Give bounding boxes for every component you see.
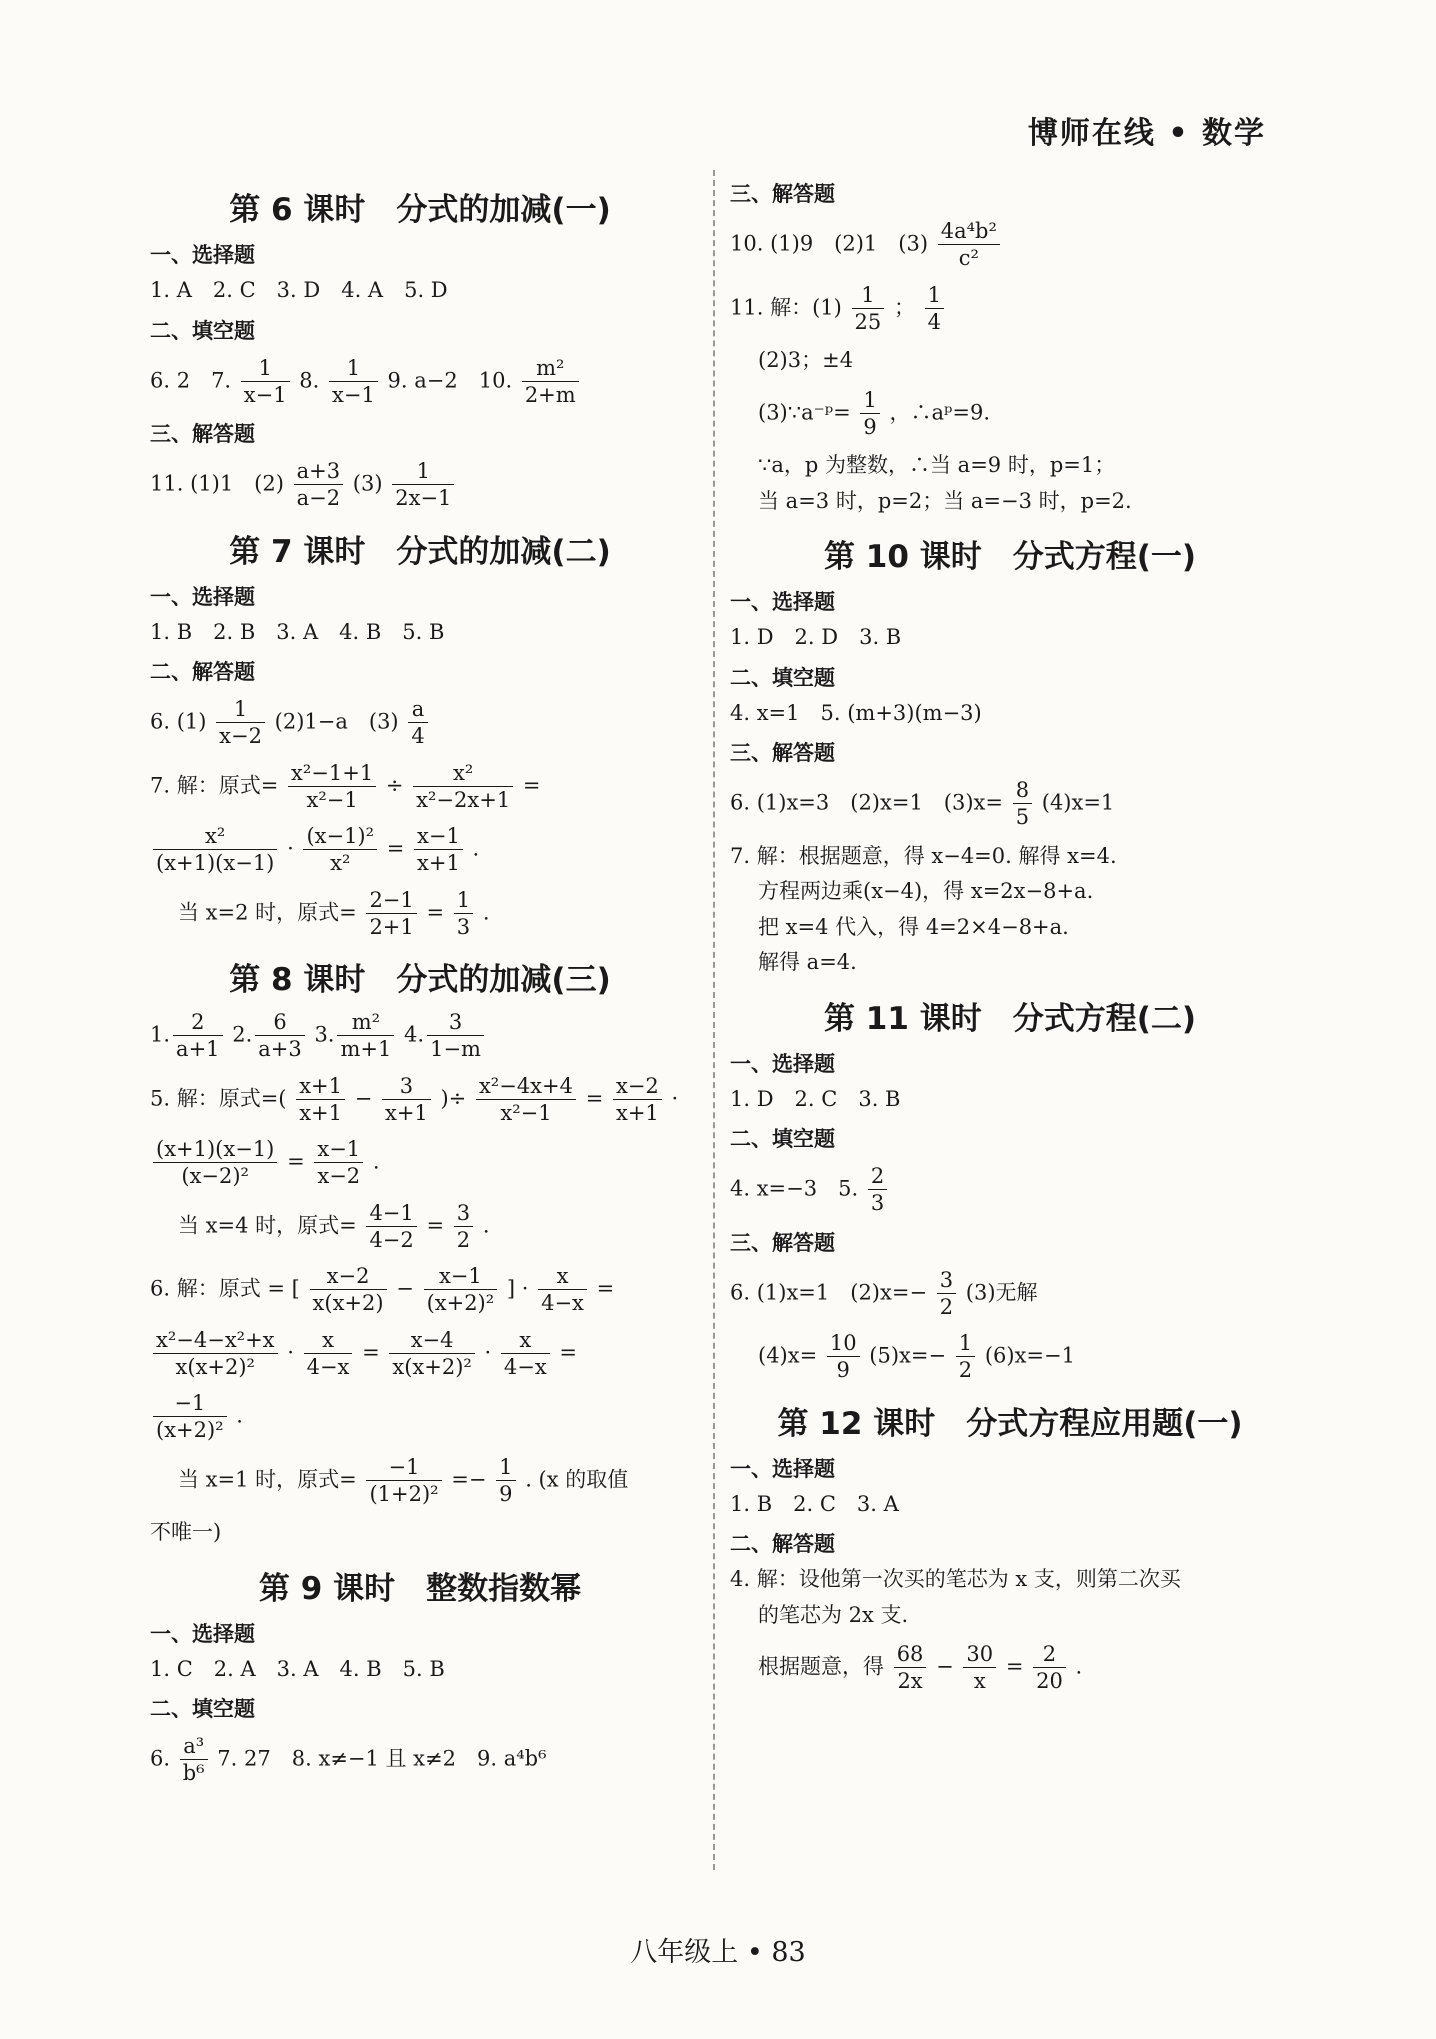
lesson6-choice-answers: 1. A 2. C 3. D 4. A 5. D [150,278,448,302]
lesson12-title: 第 12 课时 分式方程应用题(一) [777,1405,1243,1442]
lesson8-title: 第 8 课时 分式的加减(三) [229,962,611,998]
lesson9-title: 第 9 课时 整数指数幂 [258,1570,582,1607]
lesson8-q5-line2: $\frac{(x+1)(x-1)}{\text{(x−2)²}}$ = $\frac{x-1}{x-2}$ . [150,1136,690,1190]
lesson10-q7-1: 7. 解：根据题意，得 x−4=0. 解得 x=4. [730,843,1117,868]
lesson9-section3: 三、解答题 [730,182,835,206]
lesson7-q7-line3: 当 x=2 时，原式= $\frac{2-1}{2+1}$ = $\frac{1}{3}$ . [178,887,490,939]
lesson6-section3: 三、解答题 [150,422,255,446]
lesson10-q7-4: 解得 a=4. [758,950,857,974]
lesson10-title: 第 10 课时 分式方程(一) [823,539,1197,575]
lesson6-title: 第 6 课时 分式的加减(一) [229,192,611,228]
lesson11-choice-answers: 1. D 2. C 3. B [730,1086,901,1111]
lesson9-q11-5: 当 a=3 时，p=2；当 a=−3 时，p=2. [758,488,1132,513]
lesson6-q11: 11. (1)1 (2) $\frac{a+3}{a-2}$ (3) $\frac{1}{2x-1}$ [150,458,690,512]
right-column [730,170,1290,1705]
lesson9-section1: 一、选择题 [150,1621,255,1646]
lesson11-q6-line2: (4)x= $\frac{10}{9}$ (5)x=− $\frac{1}{2}$ (6)x=−1 [758,1331,1075,1383]
lesson12-choice-answers: 1. B 2. C 3. A [730,1491,899,1516]
lesson10-section2: 二、填空题 [730,665,835,690]
lesson7-title: 第 7 课时 分式的加减(二) [229,533,611,570]
lesson11-section3: 三、解答题 [730,1230,835,1255]
lesson9-choice-answers: 1. C 2. A 3. A 4. B 5. B [150,1656,445,1681]
lesson8-q6-line4: 当 x=1 时，原式= $\frac{-1}{\text{(1+2)²}}$ =− $\frac{1}{9}$ . (x 的取值 [178,1454,629,1506]
lesson8-q5-line3: 当 x=4 时，原式= $\frac{4-1}{4-2}$ = $\frac{3}{2}$ . [178,1200,490,1252]
left-column [150,170,690,1797]
lesson12-q4-2: 的笔芯为 2x 支. [758,1602,909,1627]
lesson9-q11-3: (3)∵a⁻ᵖ= $\frac{1}{9}$ ，∴aᵖ=9. [758,387,991,439]
lesson6-fill-answers: 6. 2 7. $\frac{1}{x-1}$ 8. $\frac{1}{x-1}$ 9. a−2 10. $\frac{\text{m²}}{2+m}$ [150,355,690,409]
lesson6-section2: 二、填空题 [150,318,255,343]
lesson10-q7-2: 方程两边乘(x−4)，得 x=2x−8+a. [758,879,1094,903]
lesson10-section3: 三、解答题 [730,741,835,765]
lesson8-fill-answers: 1. $\frac{2}{a+1}$ 2. $\frac{6}{a+3}$ 3. $\frac{\text{m²}}{m+1}$ 4. $\frac{3}{1-m}$ [150,1009,690,1063]
lesson6-section1: 一、选择题 [150,243,255,267]
page-footer: 八年级上 • 83 [630,1937,806,1968]
lesson7-choice-answers: 1. B 2. B 3. A 4. B 5. B [150,619,445,644]
lesson7-q6: 6. (1) $\frac{1}{x-2}$ (2)1−a (3) $\frac{a}{4}$ [150,696,690,750]
lesson12-section1: 一、选择题 [730,1456,835,1481]
lesson8-q6-line2: $\frac{\text{x²−4−x²+x}}{\text{x(x+2)²}}$ · $\frac{x}{4-x}$ = $\frac{x-4}{\text{x(x+2)²}}$ · $\frac{x}{4-x}$ = [150,1327,690,1381]
lesson11-fill-answers: 4. x=−3 5. $\frac{2}{3}$ [730,1163,1290,1217]
lesson7-q7-line1: 7. 解：原式= $\frac{\text{x²−1+1}}{\text{x²−1}}$ ÷ $\frac{\text{x²}}{\text{x²−2x+1}}$ = [150,760,541,812]
lesson12-section2: 二、解答题 [730,1532,835,1556]
lesson7-section2: 二、解答题 [150,660,255,684]
lesson12-q4-3: 根据题意，得 $\frac{68}{2x}$ − $\frac{30}{x}$ = $\frac{2}{20}$ . [758,1642,1083,1694]
lesson8-q6-note: 不唯一) [150,1520,222,1544]
lesson11-title: 第 11 课时 分式方程(二) [823,1000,1197,1037]
column-divider [713,170,715,1870]
lesson10-choice-answers: 1. D 2. D 3. B [730,625,902,649]
lesson7-section1: 一、选择题 [150,584,255,609]
lesson9-q11-2: (2)3；±4 [758,348,854,372]
lesson9-fill-answers: 6. $\frac{\text{a³}}{\text{b⁶}}$ 7. 27 8. x≠−1 且 x≠2 9. a⁴b⁶ [150,1734,547,1786]
lesson11-section1: 一、选择题 [730,1051,835,1076]
lesson10-q6: 6. (1)x=3 (2)x=1 (3)x= $\frac{8}{5}$ (4)x=1 [730,778,1115,830]
lesson9-section2: 二、填空题 [150,1697,255,1721]
lesson9-q11-4: ∵a，p 为整数，∴当 a=9 时，p=1； [758,453,1116,477]
lesson8-q6-line3: $\frac{-1}{\text{(x+2)²}}$ . [150,1390,690,1444]
lesson11-section2: 二、填空题 [730,1127,835,1151]
lesson11-q6-line1: 6. (1)x=1 (2)x=− $\frac{3}{2}$ (3)无解 [730,1267,1038,1319]
lesson7-q7-line2: $\frac{\text{x²}}{(x+1)(x-1)}$ · $\frac{\text{(x−1)²}}{\text{x²}}$ = $\frac{x-1}{x+1}$ . [150,823,690,877]
lesson10-fill-answers: 4. x=1 5. (m+3)(m−3) [730,700,982,725]
lesson8-q6-line1: 6. 解：原式 = [ $\frac{x-2}{x(x+2)}$ − $\frac{x-1}{\text{(x+2)²}}$ ] · $\frac{x}{4-x}$ = [150,1264,615,1316]
lesson9-q10: 10. (1)9 (2)1 (3) $\frac{\text{4a⁴b²}}{\text{c²}}$ [730,218,1290,272]
lesson10-section1: 一、选择题 [730,590,835,614]
lesson8-q5-line1: 5. 解：原式=( $\frac{x+1}{x+1}$ − $\frac{3}{x+1}$ )÷ $\frac{\text{x²−4x+4}}{\text{x²−1}}$ = $\frac{x-2}{x+1}$ · [150,1073,679,1125]
lesson9-q11-1: 11. 解：(1) $\frac{1}{25}$ ； $\frac{1}{4}$ [730,282,1290,336]
lesson10-q7-3: 把 x=4 代入，得 4=2×4−8+a. [758,914,1069,939]
lesson12-q4-1: 4. 解：设他第一次买的笔芯为 x 支，则第二次买 [730,1567,1181,1591]
header-brand: 博师在线 • 数学 [1027,116,1266,151]
